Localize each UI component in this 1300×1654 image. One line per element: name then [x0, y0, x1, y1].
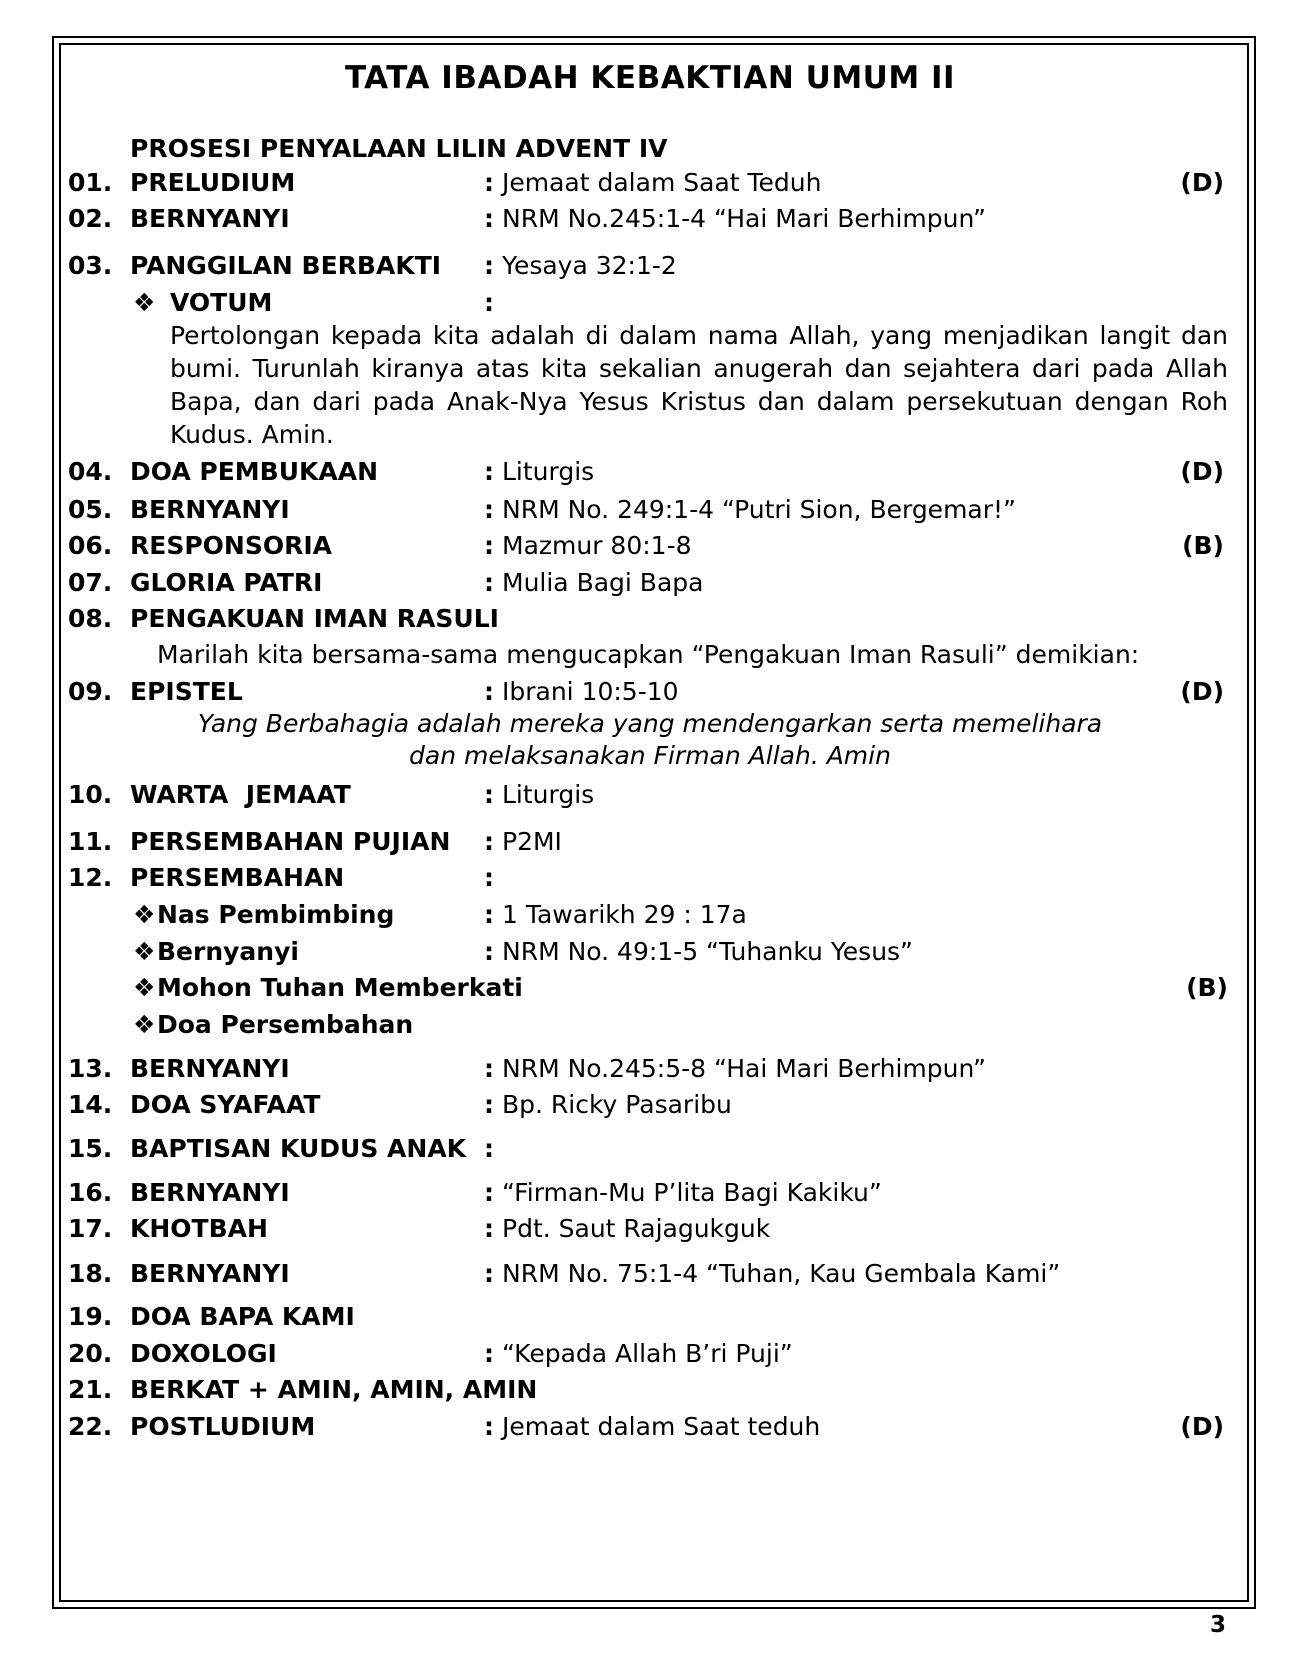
item-number: 02.	[68, 204, 113, 233]
order-item	[0, 1176, 1300, 1210]
item-colon: :	[484, 495, 494, 524]
item-label: PERSEMBAHAN	[130, 863, 345, 892]
item-label: KHOTBAH	[130, 1214, 268, 1243]
item-label: EPISTEL	[130, 677, 243, 706]
item-number: 18.	[68, 1259, 113, 1288]
item-number: 19.	[68, 1302, 113, 1331]
item-colon: :	[484, 168, 494, 197]
persembahan-subitem	[0, 935, 1300, 969]
item-number: 20.	[68, 1339, 113, 1368]
subitem-value: NRM No. 49:1-5 “Tuhanku Yesus”	[502, 937, 914, 966]
bullet-icon: ❖	[133, 937, 156, 966]
item-label: RESPONSORIA	[130, 531, 332, 560]
item-number: 12.	[68, 863, 113, 892]
item-label: BERNYANYI	[130, 204, 290, 233]
order-item	[0, 202, 1300, 236]
order-item	[0, 1212, 1300, 1246]
order-item	[0, 1300, 1300, 1334]
item-value: NRM No.245:5-8 “Hai Mari Berhimpun”	[502, 1054, 986, 1083]
order-item	[0, 1052, 1300, 1086]
item-label: DOA SYAFAAT	[130, 1090, 321, 1119]
item-value: Bp. Ricky Pasaribu	[502, 1090, 732, 1119]
subitem-label: Mohon Tuhan Memberkati	[157, 973, 523, 1002]
epistel-response-line1: Yang Berbahagia adalah mereka yang mendengarkan serta memelihara	[197, 709, 1103, 738]
item-value: NRM No. 75:1-4 “Tuhan, Kau Gembala Kami”	[502, 1259, 1061, 1288]
order-item	[0, 602, 1300, 636]
item-label: POSTLUDIUM	[130, 1412, 316, 1441]
item-number: 21.	[68, 1375, 113, 1404]
item-number: 05.	[68, 495, 113, 524]
subitem-value: 1 Tawarikh 29 : 17a	[502, 900, 747, 929]
item-number: 08.	[68, 604, 113, 633]
item-colon: :	[484, 1412, 494, 1441]
bullet-icon: ❖	[133, 973, 156, 1002]
item-label: BERKAT + AMIN, AMIN, AMIN	[130, 1375, 538, 1404]
item-colon: :	[484, 1214, 494, 1243]
pengakuan-intro: Marilah kita bersama-sama mengucapkan “Pengakuan Iman Rasuli” demikian:	[157, 640, 1140, 669]
prosesi-heading	[0, 132, 1300, 166]
item-label: DOA BAPA KAMI	[130, 1302, 355, 1331]
item-colon: :	[484, 1090, 494, 1119]
item-value: Jemaat dalam Saat Teduh	[502, 168, 822, 197]
item-number: 13.	[68, 1054, 113, 1083]
item-label: GLORIA PATRI	[130, 568, 323, 597]
item-number: 17.	[68, 1214, 113, 1243]
subitem-label: Bernyanyi	[157, 937, 299, 966]
item-colon: :	[484, 457, 494, 486]
order-item	[0, 1337, 1300, 1371]
item-label: BERNYANYI	[130, 1259, 290, 1288]
item-colon: :	[484, 204, 494, 233]
item-label: PRELUDIUM	[130, 168, 296, 197]
order-item	[0, 1410, 1300, 1444]
item-number: 04.	[68, 457, 113, 486]
bullet-icon: ❖	[133, 1010, 156, 1039]
item-value: Mazmur 80:1-8	[502, 531, 692, 560]
order-item	[0, 1373, 1300, 1407]
order-item	[0, 675, 1300, 709]
page-number: 3	[1209, 1612, 1226, 1638]
bullet-icon: ❖	[133, 900, 156, 929]
item-colon: :	[484, 677, 494, 706]
item-label: PERSEMBAHAN PUJIAN	[130, 827, 451, 856]
votum-text: Pertolongan kepada kita adalah di dalam nama Allah, yang menjadikan langit dan bumi. Turunlah kiranya atas kita sekalian anugerah dan sejahtera dari pada Allah Bapa, dan dari pada Anak-Nya Yesus Kristus dan dalam persekutuan dengan Roh Kudus. Amin.	[170, 321, 1228, 449]
item-label: BERNYANYI	[130, 1178, 290, 1207]
item-label: PANGGILAN BERBAKTI	[130, 251, 442, 280]
item-colon: :	[484, 1134, 494, 1163]
item-number: 14.	[68, 1090, 113, 1119]
order-item	[0, 825, 1300, 859]
item-number: 06.	[68, 531, 113, 560]
votum-label: VOTUM	[170, 288, 273, 317]
item-value: “Kepada Allah B’ri Puji”	[502, 1339, 793, 1368]
item-colon: :	[484, 863, 494, 892]
subitem-label: Doa Persembahan	[157, 1010, 414, 1039]
bullet-icon: ❖	[133, 288, 156, 317]
item-label: WARTA JEMAAT	[130, 780, 351, 809]
item-label: BAPTISAN KUDUS ANAK	[130, 1134, 467, 1163]
item-number: 10.	[68, 780, 113, 809]
item-value: Yesaya 32:1-2	[502, 251, 677, 280]
order-item	[0, 861, 1300, 895]
item-value: Pdt. Saut Rajagukguk	[502, 1214, 771, 1243]
item-colon: :	[484, 251, 494, 280]
item-number: 15.	[68, 1134, 113, 1163]
item-value: NRM No. 249:1-4 “Putri Sion, Bergemar!”	[502, 495, 1016, 524]
order-item	[0, 493, 1300, 527]
order-item	[0, 1257, 1300, 1291]
item-number: 11.	[68, 827, 113, 856]
item-mark: (B)	[1182, 531, 1224, 560]
item-number: 09.	[68, 677, 113, 706]
item-value: Liturgis	[502, 457, 595, 486]
item-label: BERNYANYI	[130, 1054, 290, 1083]
item-mark: (D)	[1180, 1412, 1224, 1441]
order-item	[0, 249, 1300, 283]
item-colon: :	[484, 1054, 494, 1083]
epistel-response-line2: dan melaksanakan Firman Allah. Amin	[409, 741, 891, 770]
item-colon: :	[484, 568, 494, 597]
item-number: 16.	[68, 1178, 113, 1207]
item-number: 03.	[68, 251, 113, 280]
item-label: PENGAKUAN IMAN RASULI	[130, 604, 499, 633]
votum-heading	[0, 286, 1300, 320]
persembahan-subitem	[0, 898, 1300, 932]
order-item	[0, 529, 1300, 563]
order-item	[0, 166, 1300, 200]
item-value: Jemaat dalam Saat teduh	[502, 1412, 821, 1441]
order-item	[0, 455, 1300, 489]
item-value: NRM No.245:1-4 “Hai Mari Berhimpun”	[502, 204, 986, 233]
item-value: “Firman-Mu P’lita Bagi Kakiku”	[502, 1178, 882, 1207]
item-colon: :	[484, 1339, 494, 1368]
item-colon: :	[484, 1178, 494, 1207]
item-value: P2MI	[502, 827, 562, 856]
item-label: DOXOLOGI	[130, 1339, 277, 1368]
order-item	[0, 1132, 1300, 1166]
persembahan-subitem	[0, 1008, 1300, 1042]
prosesi-label: PROSESI PENYALAAN LILIN ADVENT IV	[130, 134, 668, 163]
item-colon: :	[484, 937, 494, 966]
item-label: DOA PEMBUKAAN	[130, 457, 379, 486]
item-colon: :	[484, 1259, 494, 1288]
item-mark: (D)	[1180, 168, 1224, 197]
item-number: 01.	[68, 168, 113, 197]
item-number: 07.	[68, 568, 113, 597]
item-number: 22.	[68, 1412, 113, 1441]
item-colon: :	[484, 900, 494, 929]
item-mark: (D)	[1180, 677, 1224, 706]
order-item	[0, 1088, 1300, 1122]
item-value: Mulia Bagi Bapa	[502, 568, 704, 597]
item-label: BERNYANYI	[130, 495, 290, 524]
item-value: Ibrani 10:5-10	[502, 677, 679, 706]
subitem-label: Nas Pembimbing	[157, 900, 395, 929]
order-item	[0, 566, 1300, 600]
item-colon: :	[484, 288, 494, 317]
item-colon: :	[484, 780, 494, 809]
item-mark: (D)	[1180, 457, 1224, 486]
page-title: TATA IBADAH KEBAKTIAN UMUM II	[344, 60, 956, 96]
item-colon: :	[484, 827, 494, 856]
item-value: Liturgis	[502, 780, 595, 809]
subitem-mark: (B)	[1186, 973, 1228, 1002]
item-colon: :	[484, 531, 494, 560]
order-item	[0, 778, 1300, 812]
persembahan-subitem	[0, 971, 1300, 1005]
